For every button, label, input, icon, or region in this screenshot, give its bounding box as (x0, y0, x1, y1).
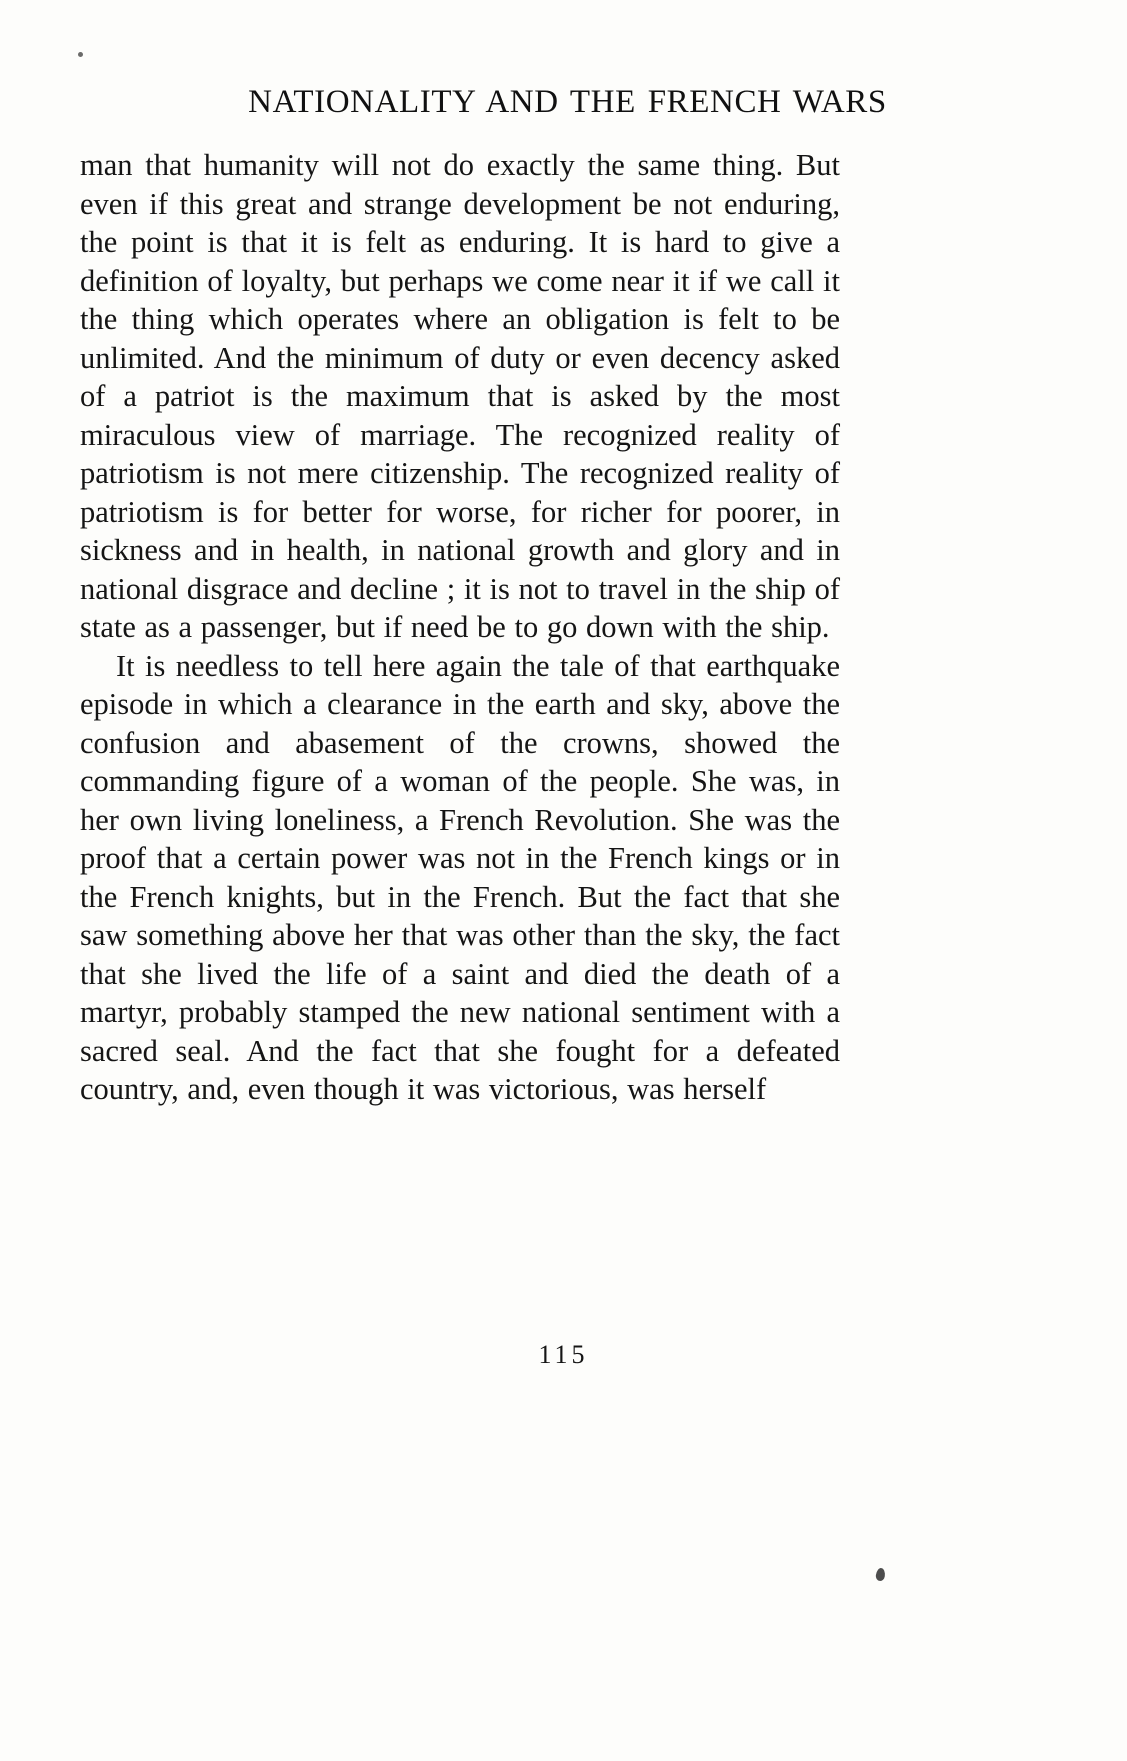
body-text (80, 146, 840, 1109)
ink-speck-top-icon (78, 52, 83, 57)
ink-speck-bottom-icon (875, 1567, 886, 1581)
paragraph: It is needless to tell here again the tale of that earthquake episode in which a clearance in the earth and sky, above the confusion and abasement of the crowns, showed the commanding figure of a woman of the people. She was, in her own living loneliness, a French Revolution. She was the proof that a certain power was not in the French kings or in the French knights, but in the French. But the fact that she saw something above her that was other than the sky, the fact that she lived the life of a saint and died the death of a martyr, probably stamped the new national sentiment with a sacred seal. And the fact that she fought for a defeated country, and, even though it was victorious, was herself (80, 648, 840, 1106)
paragraph: man that humanity will not do exactly the same thing. But even if this great and strange development be not enduring, the point is that it is felt as enduring. It is hard to give a definition of loyalty, but perhaps we come near it if we call it the thing which operates where an obligation is felt to be unlimited. And the minimum of duty or even decency asked of a patriot is the maximum that is asked by the most miraculous view of marriage. The recognized reality of patriotism is not mere citizenship. The recognized reality of patriotism is for better for worse, for richer for poorer, in sickness and in health, in national growth and glory and in national disgrace and decline ; it is not to travel in the ship of state as a passenger, but if need be to go down with the ship. (80, 148, 840, 644)
running-head (0, 84, 1127, 121)
page-number: 115 (538, 1340, 589, 1369)
running-head-text: NATIONALITY AND THE FRENCH WARS (248, 84, 887, 120)
